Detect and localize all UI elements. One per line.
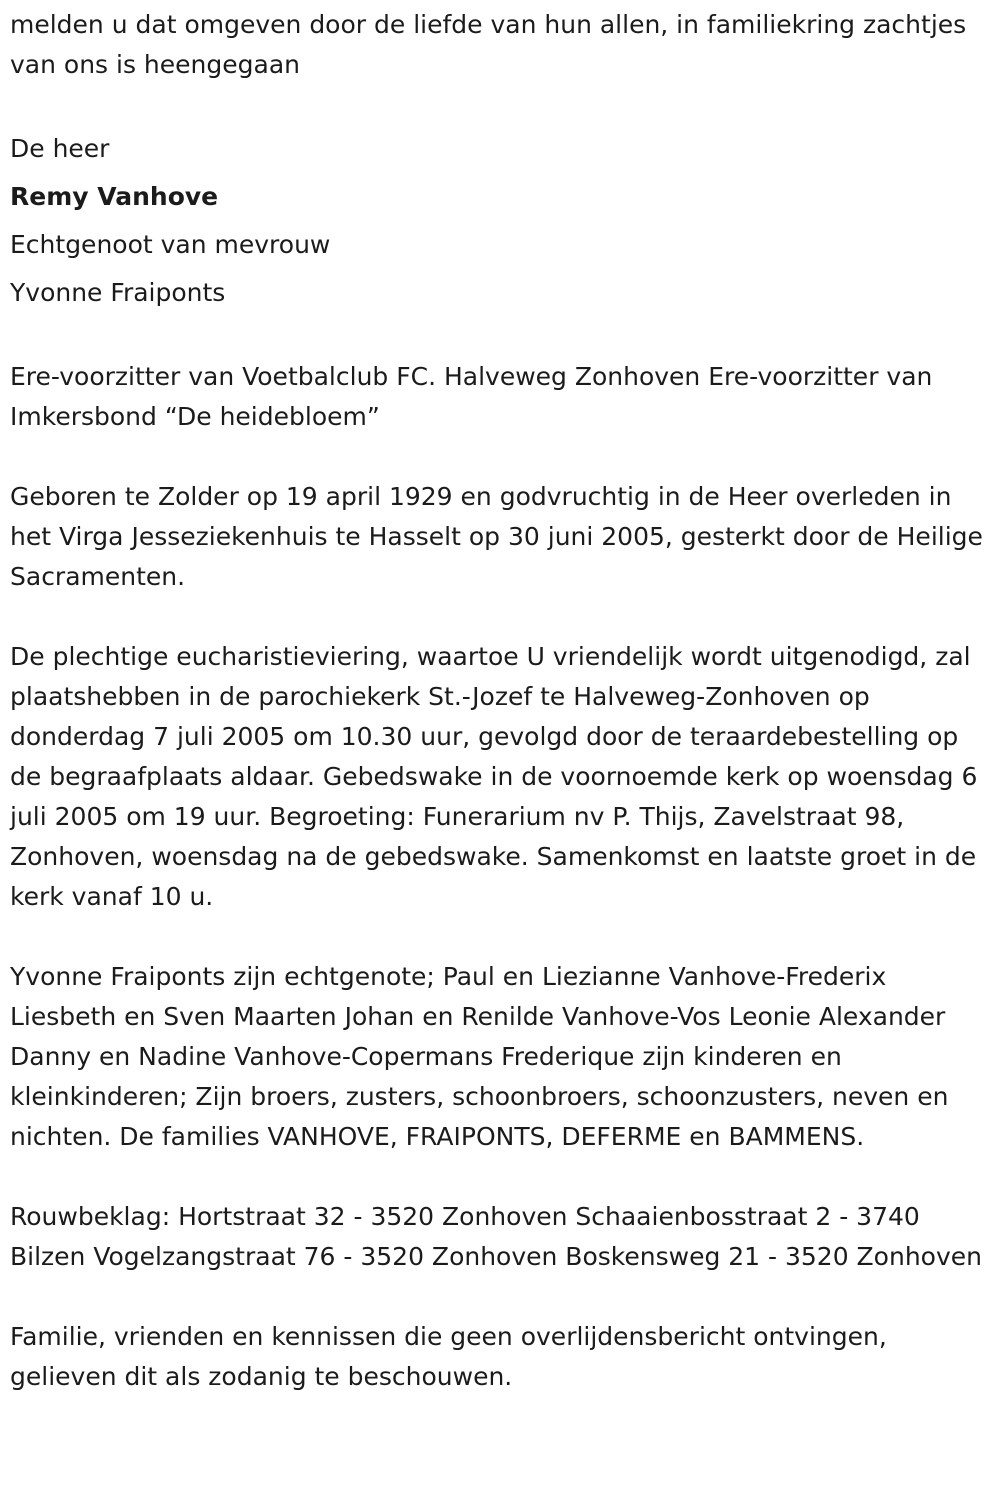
ceremony-text: De plechtige eucharistieviering, waartoe U vriendelijk wordt uitgenodigd, zal plaatshebben in de parochiekerk St.-Jozef te Halveweg-Zonhoven op donderdag 7 juli 2005 om 10.30 uur, gevolgd door de teraardebestelling op de begraafplaats aldaar. Gebedswake in de voornoemde kerk op woensdag 6 juli 2005 om 19 uur. Begroeting: Funerarium nv P. Thijs, Zavelstraat 98, Zonhoven, woensdag na de gebedswake. Samenkomst en laatste groet in de kerk vanaf 10 u. xyxy=(10,642,978,911)
condolence-addresses: Rouwbeklag: Hortstraat 32 - 3520 Zonhoven Schaaienbosstraat 2 - 3740 Bilzen Vogelzangstraat 76 - 3520 Zonhoven Boskensweg 21 - 3520 Zonhoven xyxy=(10,1202,982,1271)
title-prefix: De heer xyxy=(10,134,110,163)
family-text: Yvonne Fraiponts zijn echtgenote; Paul en Liezianne Vanhove-Frederix Liesbeth en Sven Maarten Johan en Renilde Vanhove-Vos Leonie Alexander Danny en Nadine Vanhove-Copermans Frederique zijn kinderen en kleinkinderen; Zijn broers, zusters, schoonbroers, schoonzusters, neven en nichten. De families VANHOVE, FRAIPONTS, DEFERME en BAMMENS. xyxy=(10,962,949,1151)
closing-text: Familie, vrienden en kennissen die geen overlijdensbericht ontvingen, gelieven dit als zodanig te beschouwen. xyxy=(10,1322,887,1391)
intro-text: melden u dat omgeven door de liefde van hun allen, in familiekring zachtjes van ons is heengegaan xyxy=(10,10,967,79)
spouse-label: Echtgenoot van mevrouw xyxy=(10,230,331,259)
deceased-name: Remy Vanhove xyxy=(10,182,219,211)
birth-death-text: Geboren te Zolder op 19 april 1929 en godvruchtig in de Heer overleden in het Virga Jesseziekenhuis te Hasselt op 30 juni 2005, gesterkt door de Heilige Sacramenten. xyxy=(10,482,983,591)
spouse-name: Yvonne Fraiponts xyxy=(10,278,226,307)
roles-text: Ere-voorzitter van Voetbalclub FC. Halveweg Zonhoven Ere-voorzitter van Imkersbond “De heidebloem” xyxy=(10,362,933,431)
